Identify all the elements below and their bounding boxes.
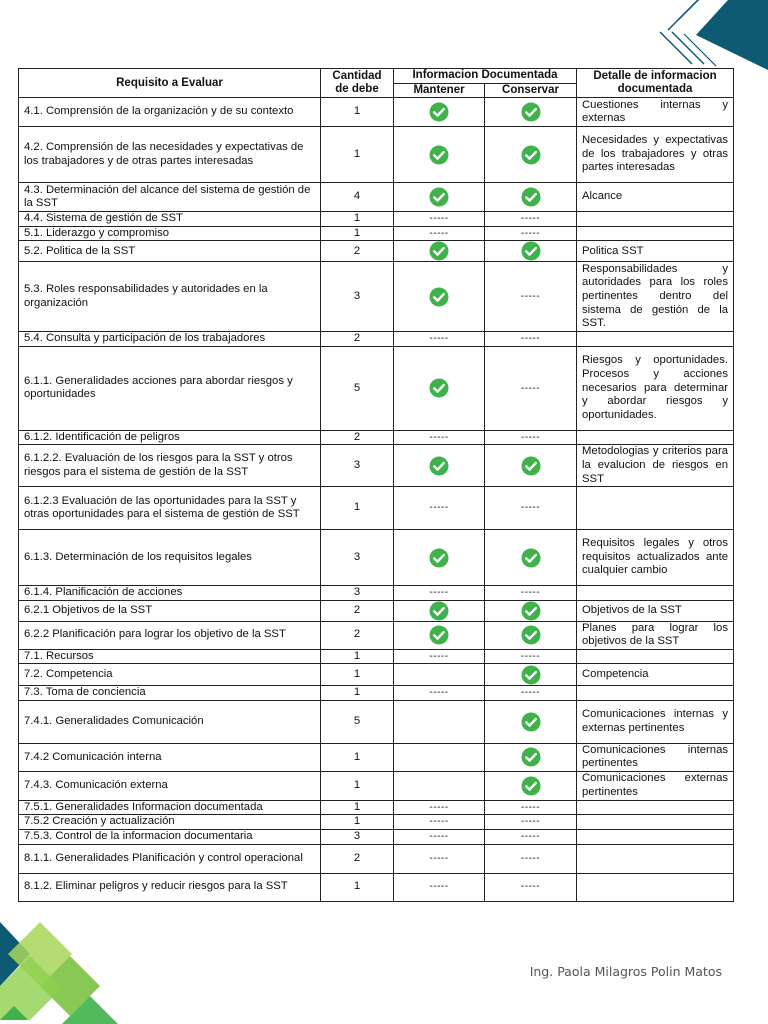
requisito-cell [19, 346, 321, 430]
conservar-cell-text: ----- [520, 431, 541, 443]
requisito-cell-text: 4.2. Comprensión de las necesidades y expectativas de los trabajadores y de otras partes interesadas [24, 141, 304, 167]
check-circle-icon [429, 145, 449, 165]
requisito-cell-text: 6.2.2 Planificación para lograr los objetivo de la SST [24, 628, 286, 641]
cantidad-cell [321, 700, 394, 743]
cantidad-cell-text: 2 [353, 851, 361, 864]
detalle-cell-text: Politica SST [582, 244, 644, 257]
detalle-cell [577, 346, 734, 430]
mantener-cell [394, 686, 485, 701]
mantener-cell [394, 530, 485, 586]
detalle-cell-text: Objetivos de la SST [582, 603, 682, 616]
requisito-cell [19, 800, 321, 815]
requisito-cell [19, 700, 321, 743]
requisito-cell-text: 7.4.1. Generalidades Comunicación [24, 715, 204, 727]
requisito-cell [19, 815, 321, 830]
check-circle-icon [429, 601, 449, 621]
mantener-cell-text: ----- [429, 431, 449, 443]
detalle-cell [577, 226, 734, 241]
detalle-cell [577, 212, 734, 227]
cantidad-cell-text: 3 [353, 458, 361, 471]
check-circle-icon [521, 712, 541, 732]
table-row [19, 829, 734, 844]
mantener-cell-text: ----- [429, 852, 449, 864]
cantidad-cell-text: 1 [353, 212, 361, 225]
mantener-cell [394, 98, 485, 127]
detalle-cell [577, 262, 734, 332]
detalle-cell [577, 241, 734, 262]
requisito-cell [19, 226, 321, 241]
conservar-cell-text: ----- [520, 830, 541, 842]
requisito-cell [19, 844, 321, 873]
detalle-cell-text: Competencia [582, 667, 649, 680]
conservar-cell-text: ----- [520, 213, 541, 225]
mantener-cell [394, 346, 485, 430]
requisito-cell [19, 262, 321, 332]
header-requisito: Requisito a Evaluar [19, 69, 321, 98]
table-row [19, 262, 734, 332]
mantener-cell [394, 183, 485, 212]
cantidad-cell [321, 649, 394, 664]
check-circle-icon [429, 548, 449, 568]
detalle-cell [577, 815, 734, 830]
table-row [19, 649, 734, 664]
mantener-cell [394, 600, 485, 621]
mantener-cell [394, 815, 485, 830]
mantener-cell [394, 829, 485, 844]
mantener-cell [394, 649, 485, 664]
requisito-cell-text: 6.1.4. Planificación de acciones [24, 586, 183, 599]
cantidad-cell-text: 2 [353, 244, 361, 257]
requisito-cell-text: 8.1.2. Eliminar peligros y reducir riesgos para la SST [24, 880, 288, 893]
detalle-cell [577, 700, 734, 743]
conservar-cell-text: ----- [520, 333, 541, 345]
requisito-cell [19, 487, 321, 530]
cantidad-cell [321, 800, 394, 815]
conservar-cell-text: ----- [520, 502, 541, 514]
mantener-cell [394, 430, 485, 445]
table-row [19, 873, 734, 901]
check-circle-icon [521, 241, 541, 261]
author-footer: Ing. Paola Milagros Polin Matos [529, 964, 722, 979]
detalle-cell [577, 686, 734, 701]
detalle-cell-text: Comunicaciones externas pertinentes [582, 772, 728, 798]
cantidad-cell-text: 1 [353, 105, 361, 118]
header-mantener: Mantener [394, 84, 485, 98]
conservar-cell [485, 829, 577, 844]
conservar-cell [485, 771, 577, 800]
mantener-cell-text: ----- [429, 333, 449, 345]
mantener-cell [394, 445, 485, 487]
conservar-cell [485, 649, 577, 664]
mantener-cell-text: ----- [429, 650, 449, 662]
table-row [19, 664, 734, 686]
cantidad-cell [321, 873, 394, 901]
cantidad-cell [321, 530, 394, 586]
cantidad-cell-text: 1 [353, 750, 361, 763]
requisito-cell-text: 6.1.2.3 Evaluación de las oportunidades para la SST y otras oportunidades para el sistema de gestión de SST [24, 494, 300, 521]
mantener-cell-text: ----- [429, 227, 449, 239]
mantener-cell [394, 844, 485, 873]
requisito-cell-text: 5.3. Roles responsabilidades y autoridades en la organización [24, 283, 268, 309]
conservar-cell [485, 664, 577, 686]
check-circle-icon [521, 776, 541, 796]
table-row [19, 686, 734, 701]
requisito-cell [19, 445, 321, 487]
check-circle-icon [429, 241, 449, 261]
requisito-cell [19, 873, 321, 901]
requisito-cell [19, 586, 321, 601]
mantener-cell [394, 743, 485, 771]
mantener-cell [394, 621, 485, 649]
cantidad-cell-text: 5 [353, 715, 361, 727]
requisito-cell [19, 127, 321, 183]
requisito-cell [19, 183, 321, 212]
detalle-cell [577, 621, 734, 649]
cantidad-cell [321, 346, 394, 430]
cantidad-cell-text: 2 [353, 430, 361, 443]
cantidad-cell [321, 183, 394, 212]
cantidad-cell-text: 3 [353, 550, 361, 563]
cantidad-cell-text: 2 [353, 332, 361, 345]
requisito-cell-text: 7.3. Toma de conciencia [24, 686, 146, 699]
detalle-cell-text: Cuestiones internas y externas [582, 98, 728, 125]
cantidad-cell [321, 332, 394, 347]
detalle-cell-text: Metodologias y criterios para la evalucion de riesgos en SST [582, 445, 728, 485]
cantidad-cell [321, 487, 394, 530]
table-row [19, 445, 734, 487]
conservar-cell [485, 98, 577, 127]
table-row [19, 800, 734, 815]
mantener-cell [394, 664, 485, 686]
requirements-table [18, 68, 734, 902]
check-circle-icon [521, 625, 541, 645]
detalle-cell [577, 600, 734, 621]
table-row [19, 771, 734, 800]
cantidad-cell-text: 1 [353, 667, 361, 680]
requisito-cell [19, 430, 321, 445]
detalle-cell-text: Comunicaciones internas y externas pertinentes [582, 708, 728, 734]
conservar-cell [485, 430, 577, 445]
conservar-cell-text: ----- [520, 852, 541, 864]
mantener-cell [394, 212, 485, 227]
cantidad-cell-text: 1 [353, 226, 361, 239]
conservar-cell-text: ----- [520, 801, 541, 813]
detalle-cell [577, 487, 734, 530]
cantidad-cell [321, 771, 394, 800]
detalle-cell [577, 743, 734, 771]
conservar-cell [485, 183, 577, 212]
mantener-cell-text: ----- [429, 816, 449, 828]
cantidad-cell-text: 1 [353, 147, 361, 160]
check-circle-icon [429, 187, 449, 207]
detalle-cell-text: Requisitos legales y otros requisitos actualizados ante cualquier cambio [582, 537, 728, 577]
requisito-cell-text: 4.3. Determinación del alcance del sistema de gestión de la SST [24, 183, 311, 210]
cantidad-cell [321, 445, 394, 487]
detalle-cell [577, 445, 734, 487]
requisito-cell-text: 5.2. Politica de la SST [24, 244, 136, 257]
requisito-cell [19, 98, 321, 127]
detalle-cell [577, 844, 734, 873]
mantener-cell [394, 800, 485, 815]
cantidad-cell [321, 241, 394, 262]
conservar-cell [485, 226, 577, 241]
table-row [19, 241, 734, 262]
conservar-cell [485, 621, 577, 649]
cantidad-cell [321, 743, 394, 771]
header-cantidad: Cantidad de debe [321, 69, 394, 98]
requisito-cell-text: 6.1.3. Determinación de los requisitos legales [24, 550, 252, 563]
requisito-cell-text: 7.1. Recursos [24, 649, 94, 662]
conservar-cell [485, 815, 577, 830]
detalle-cell [577, 332, 734, 347]
requisito-cell-text: 6.1.1. Generalidades acciones para abordar riesgos y oportunidades [24, 374, 293, 401]
conservar-cell [485, 686, 577, 701]
detalle-cell [577, 98, 734, 127]
check-circle-icon [429, 378, 449, 398]
check-circle-icon [521, 145, 541, 165]
mantener-cell-text: ----- [429, 830, 449, 842]
detalle-cell [577, 800, 734, 815]
conservar-cell-text: ----- [520, 227, 541, 239]
mantener-cell [394, 241, 485, 262]
table-row [19, 127, 734, 183]
conservar-cell [485, 844, 577, 873]
detalle-cell [577, 829, 734, 844]
detalle-cell [577, 649, 734, 664]
requisito-cell [19, 664, 321, 686]
conservar-cell-text: ----- [520, 382, 541, 394]
conservar-cell [485, 262, 577, 332]
requisito-cell [19, 771, 321, 800]
cantidad-cell [321, 829, 394, 844]
conservar-cell [485, 445, 577, 487]
requisito-cell-text: 7.4.2 Comunicación interna [24, 750, 162, 763]
cantidad-cell [321, 226, 394, 241]
conservar-cell-text: ----- [520, 650, 541, 662]
table-row [19, 212, 734, 227]
mantener-cell [394, 586, 485, 601]
cantidad-cell [321, 586, 394, 601]
conservar-cell-text: ----- [520, 291, 541, 303]
conservar-cell [485, 743, 577, 771]
cantidad-cell-text: 1 [353, 501, 361, 514]
requisito-cell-text: 7.5.3. Control de la informacion documentaria [24, 829, 253, 842]
cantidad-cell-text: 5 [353, 381, 361, 394]
mantener-cell-text: ----- [429, 801, 449, 813]
cantidad-cell [321, 600, 394, 621]
cantidad-cell-text: 3 [353, 290, 361, 303]
cantidad-cell [321, 262, 394, 332]
cantidad-cell-text: 1 [353, 779, 361, 792]
requisito-cell-text: 7.4.3. Comunicación externa [24, 779, 168, 792]
cantidad-cell-text: 2 [353, 603, 361, 616]
conservar-cell [485, 700, 577, 743]
cantidad-cell-text: 3 [353, 586, 361, 599]
requisito-cell [19, 829, 321, 844]
requisito-cell [19, 621, 321, 649]
requisito-cell-text: 5.1. Liderazgo y compromiso [24, 226, 170, 239]
table-row [19, 183, 734, 212]
table-row [19, 844, 734, 873]
table-row [19, 586, 734, 601]
mantener-cell [394, 873, 485, 901]
requisito-cell-text: 6.2.1 Objetivos de la SST [24, 603, 153, 616]
table-row [19, 346, 734, 430]
requisito-cell [19, 649, 321, 664]
requisito-cell-text: 5.4. Consulta y participación de los trabajadores [24, 332, 266, 345]
conservar-cell-text: ----- [520, 881, 541, 893]
check-circle-icon [521, 548, 541, 568]
decorative-corner-shape [658, 0, 768, 70]
detalle-cell [577, 771, 734, 800]
conservar-cell-text: ----- [520, 687, 541, 699]
mantener-cell [394, 226, 485, 241]
check-circle-icon [429, 625, 449, 645]
cantidad-cell-text: 1 [353, 815, 361, 828]
check-circle-icon [521, 456, 541, 476]
detalle-cell [577, 586, 734, 601]
conservar-cell [485, 212, 577, 227]
header-detalle: Detalle de informacion documentada [577, 69, 734, 98]
table-row [19, 530, 734, 586]
check-circle-icon [429, 102, 449, 122]
check-circle-icon [521, 601, 541, 621]
requisito-cell [19, 332, 321, 347]
requisito-cell [19, 686, 321, 701]
check-circle-icon [521, 102, 541, 122]
requisito-cell [19, 600, 321, 621]
conservar-cell [485, 127, 577, 183]
cantidad-cell-text: 1 [353, 800, 361, 813]
mantener-cell [394, 771, 485, 800]
check-circle-icon [429, 287, 449, 307]
cantidad-cell [321, 815, 394, 830]
requisito-cell-text: 6.1.2.2. Evaluación de los riesgos para la SST y otros riesgos para el sistema de gestión de la SST [24, 452, 293, 478]
cantidad-cell-text: 1 [353, 880, 361, 893]
detalle-cell-text: Planes para lograr los objetivos de la SST [582, 621, 728, 648]
check-circle-icon [521, 187, 541, 207]
detalle-cell [577, 873, 734, 901]
detalle-cell-text: Alcance [582, 190, 623, 203]
table-row [19, 743, 734, 771]
check-circle-icon [429, 456, 449, 476]
mantener-cell [394, 487, 485, 530]
detalle-cell [577, 430, 734, 445]
conservar-cell [485, 487, 577, 530]
requisito-cell-text: 4.4. Sistema de gestión de SST [24, 212, 183, 225]
cantidad-cell-text: 2 [353, 628, 361, 641]
check-circle-icon [521, 747, 541, 767]
cantidad-cell [321, 430, 394, 445]
mantener-cell [394, 700, 485, 743]
table-row [19, 487, 734, 530]
header-info-documentada: Informacion Documentada [394, 69, 577, 84]
cantidad-cell [321, 212, 394, 227]
conservar-cell [485, 241, 577, 262]
requisito-cell [19, 530, 321, 586]
requisito-cell-text: 8.1.1. Generalidades Planificación y control operacional [24, 851, 303, 864]
table-row [19, 98, 734, 127]
mantener-cell-text: ----- [429, 881, 449, 893]
requisito-cell-text: 7.5.1. Generalidades Informacion documentada [24, 800, 263, 813]
cantidad-cell [321, 127, 394, 183]
mantener-cell-text: ----- [429, 213, 449, 225]
cantidad-cell-text: 1 [353, 686, 361, 699]
table-row [19, 332, 734, 347]
check-circle-icon [521, 665, 541, 685]
detalle-cell [577, 530, 734, 586]
cantidad-cell [321, 844, 394, 873]
conservar-cell-text: ----- [520, 587, 541, 599]
detalle-cell-text: Riesgos y oportunidades. Procesos y acciones necesarios para determinar y abordar riesgos y oportunidades. [582, 354, 728, 421]
requisito-cell-text: 6.1.2. Identificación de peligros [24, 430, 180, 443]
cantidad-cell-text: 4 [353, 190, 361, 203]
requisito-cell-text: 7.2. Competencia [24, 667, 113, 680]
requisito-cell-text: 7.5.2 Creación y actualización [24, 815, 175, 828]
requisito-cell [19, 212, 321, 227]
conservar-cell [485, 346, 577, 430]
detalle-cell [577, 127, 734, 183]
mantener-cell-text: ----- [429, 587, 449, 599]
table-row [19, 621, 734, 649]
table-row [19, 430, 734, 445]
detalle-cell [577, 664, 734, 686]
detalle-cell-text: Necesidades y expectativas de los trabajadores y otras partes interesadas [582, 134, 728, 174]
table-row [19, 226, 734, 241]
cantidad-cell [321, 664, 394, 686]
header-conservar: Conservar [485, 84, 577, 98]
conservar-cell [485, 586, 577, 601]
conservar-cell-text: ----- [520, 816, 541, 828]
table-row [19, 815, 734, 830]
mantener-cell [394, 262, 485, 332]
cantidad-cell-text: 3 [353, 829, 361, 842]
mantener-cell-text: ----- [429, 502, 449, 514]
cantidad-cell [321, 621, 394, 649]
conservar-cell [485, 332, 577, 347]
decorative-corner-shape-bottom [0, 914, 130, 1024]
requisito-cell [19, 241, 321, 262]
conservar-cell [485, 873, 577, 901]
table-row [19, 700, 734, 743]
cantidad-cell [321, 98, 394, 127]
detalle-cell-text: Comunicaciones internas pertinentes [582, 743, 728, 770]
detalle-cell [577, 183, 734, 212]
conservar-cell [485, 800, 577, 815]
mantener-cell [394, 127, 485, 183]
detalle-cell-text: Responsabilidades y autoridades para los roles pertinentes dentro del sistema de gestión de la SST. [582, 262, 728, 330]
mantener-cell-text: ----- [429, 687, 449, 699]
conservar-cell [485, 530, 577, 586]
cantidad-cell [321, 686, 394, 701]
requisito-cell-text: 4.1. Comprensión de la organización y de su contexto [24, 105, 294, 118]
cantidad-cell-text: 1 [353, 649, 361, 662]
table-row [19, 600, 734, 621]
requisito-cell [19, 743, 321, 771]
conservar-cell [485, 600, 577, 621]
mantener-cell [394, 332, 485, 347]
